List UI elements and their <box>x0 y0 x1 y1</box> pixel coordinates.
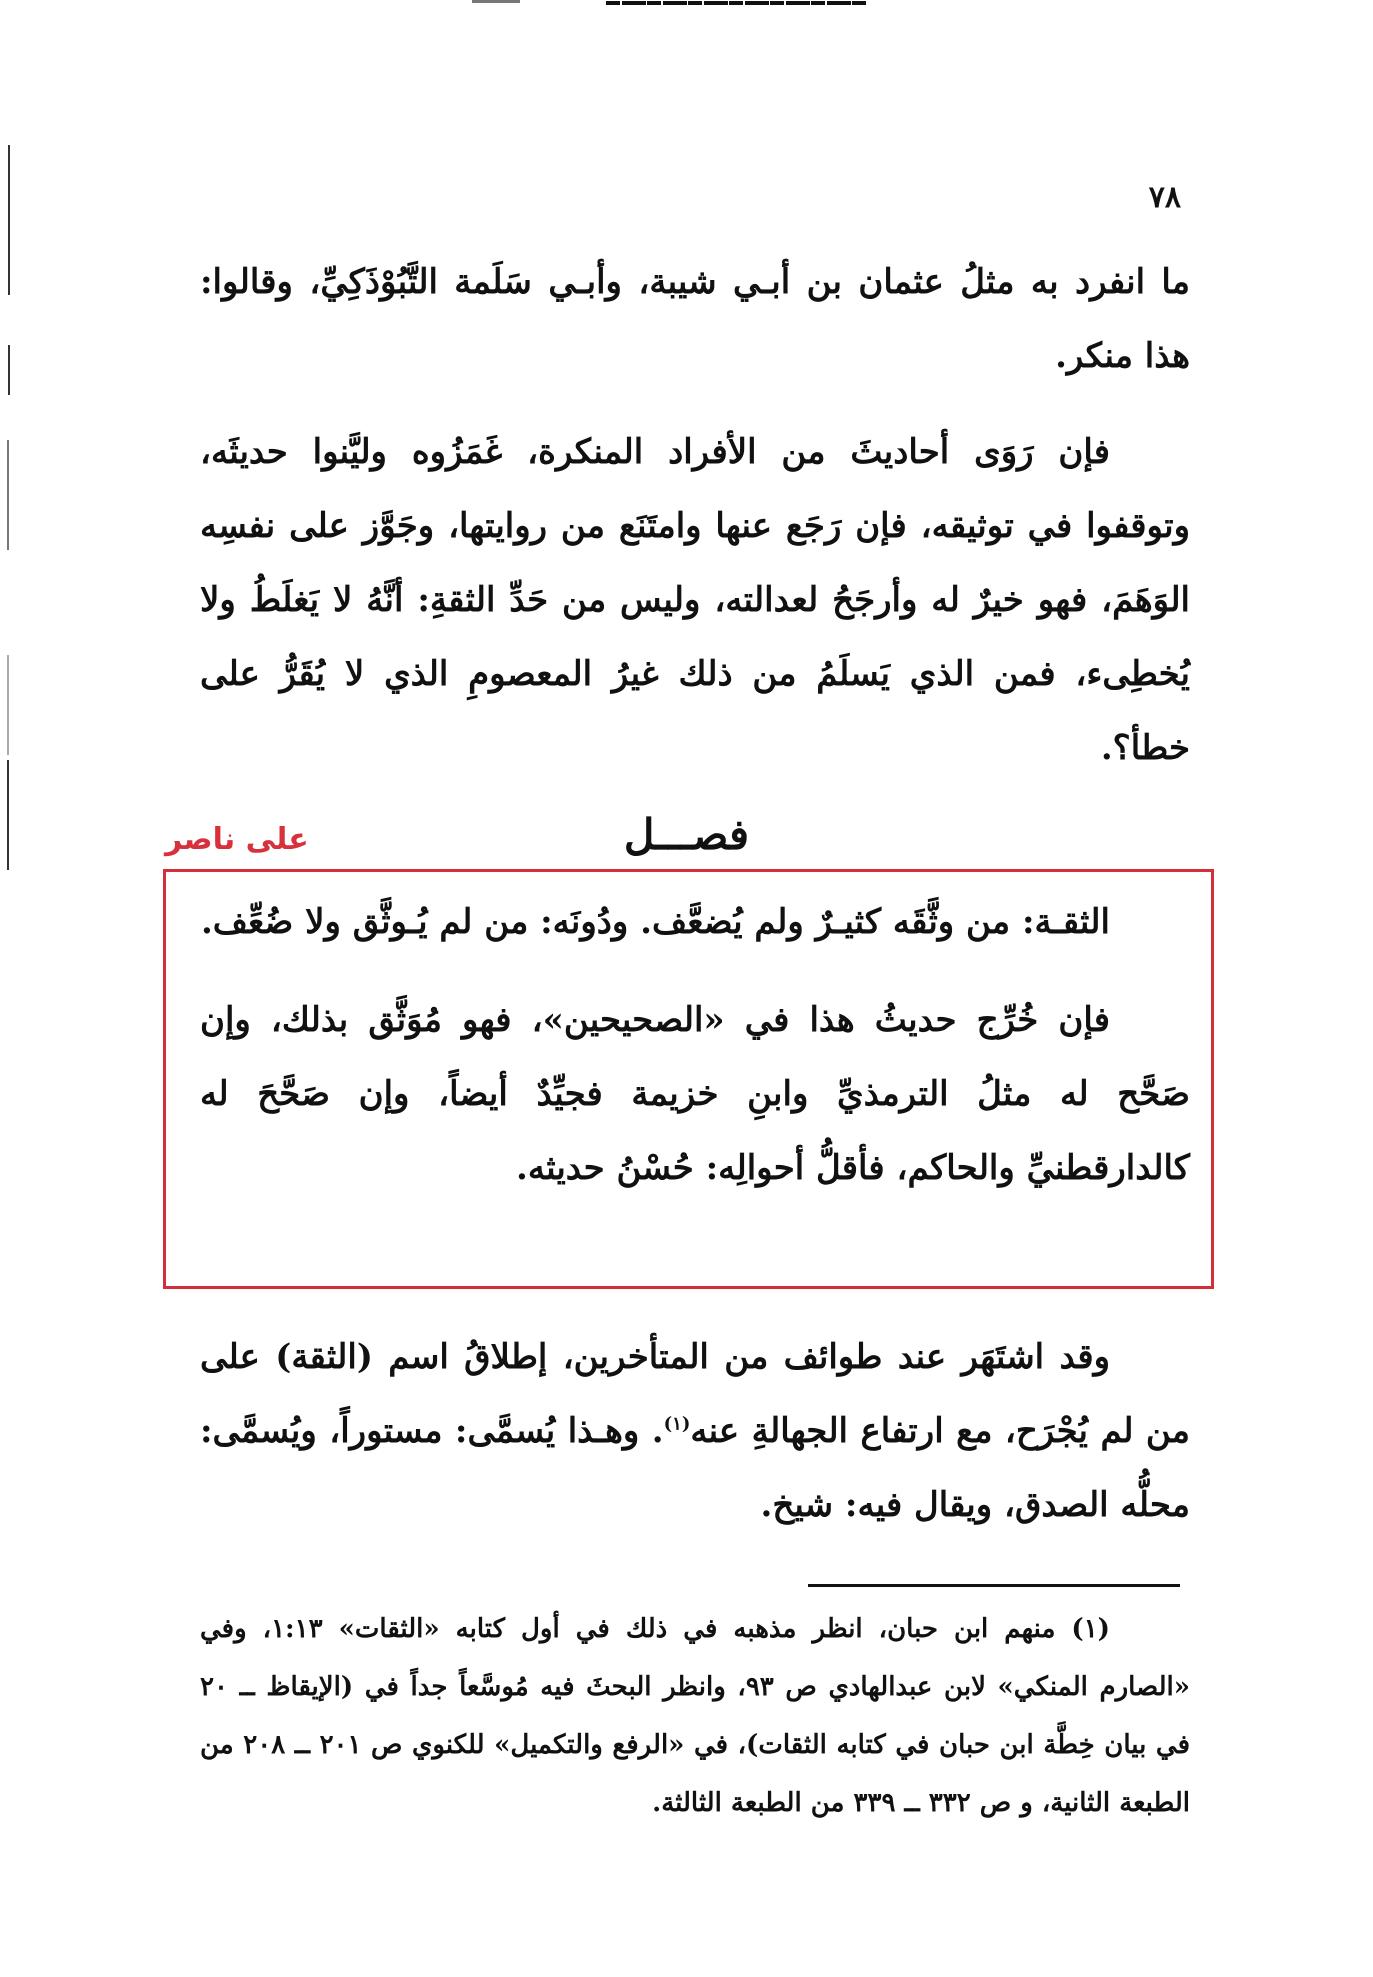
scan-artifact <box>472 0 520 3</box>
paragraph-1 <box>200 245 1190 393</box>
footnote-divider <box>808 1584 1180 1587</box>
boxed-text <box>200 885 1190 1205</box>
paragraph-1-text: ما انفرد به مثلُ عثمان بن أبـي شيبة، وأبـي سَلَمة التَّبُوْذَكِيِّ، وقالوا: هذا منكر. <box>200 262 1190 376</box>
scan-artifact <box>8 245 10 295</box>
paragraph-4-before: وقد اشتَهَر عند طوائف من المتأخرين، إطلاقُ اسم (الثقة) على من لم يُجْرَح، مع ارتفاع الجهالةِ عنه <box>200 1337 1191 1451</box>
paragraph-4 <box>200 1320 1190 1542</box>
boxed-paragraph-1: الثقـة: من وثَّقَه كثيـرٌ ولم يُضعَّف. ودُونَه: من لم يُـوثَّق ولا ضُعِّف. <box>200 902 1110 942</box>
paragraph-2-text: فإن رَوَى أحاديثَ من الأفراد المنكرة، غَمَزُوه وليَّنوا حديثَه، وتوقفوا في توثيقه، فإن رَجَع عنها وامتَنَع من روايتها، وجَوَّز على نفسِه الوَهَمَ، فهو خيرٌ له وأرجَحُ لعدالته، وليس من حَدِّ الثقةِ: أنَّهُ لا يَغلَطُ ولا يُخطِىء، فمن الذي يَسلَمُ من ذلك غيرُ المعصومِ الذي لا يُقَرُّ على خطأ؟. <box>200 432 1190 768</box>
annotation-label: على ناصر <box>165 822 309 857</box>
scan-artifact <box>7 655 9 755</box>
page-number: ٧٨ <box>1148 180 1181 215</box>
footnotes <box>200 1600 1190 1832</box>
footnote-marker[interactable]: (١) <box>663 1413 691 1435</box>
section-heading: فصـــل <box>623 810 750 859</box>
scan-artifact <box>7 440 9 550</box>
paragraph-4-text <box>200 1320 1190 1542</box>
paragraph-2 <box>200 415 1190 785</box>
scan-artifact <box>606 1 866 5</box>
paragraph-4-after: . وهـذا يُسمَّى: مستوراً، ويُسمَّى: محلُّه الصدق، ويقال فيه: شيخ. <box>200 1411 1190 1525</box>
footnote-1: (١) منهم ابن حبان، انظر مذهبه في ذلك في أول كتابه «الثقات» ١:١٣، وفي «الصارم المنكي» لابن عبدالهادي ص ٩٣، وانظر البحثَ فيه مُوسَّعاً جداً في (الإيقاظ ــ ٢٠ في بيان خِطَّة ابن حبان في كتابه الثقات)، في «الرفع والتكميل» للكنوي ص ٢٠١ ــ ٢٠٨ من الطبعة الثانية، و ص ٣٣٢ ــ ٣٣٩ من الطبعة الثالثة. <box>200 1614 1190 1818</box>
boxed-paragraph-2: فإن خُرِّج حديثُ هذا في «الصحيحين»، فهو مُوَثَّق بذلك، وإن صَحَّح له مثلُ الترمذيِّ وابنِ خزيمة فجيِّدٌ أيضاً، وإن صَحَّحَ له كالدارقطنيِّ والحاكم، فأقلُّ أحوالِه: حُسْنُ حديثه. <box>200 1000 1190 1188</box>
scan-artifact <box>8 345 10 395</box>
